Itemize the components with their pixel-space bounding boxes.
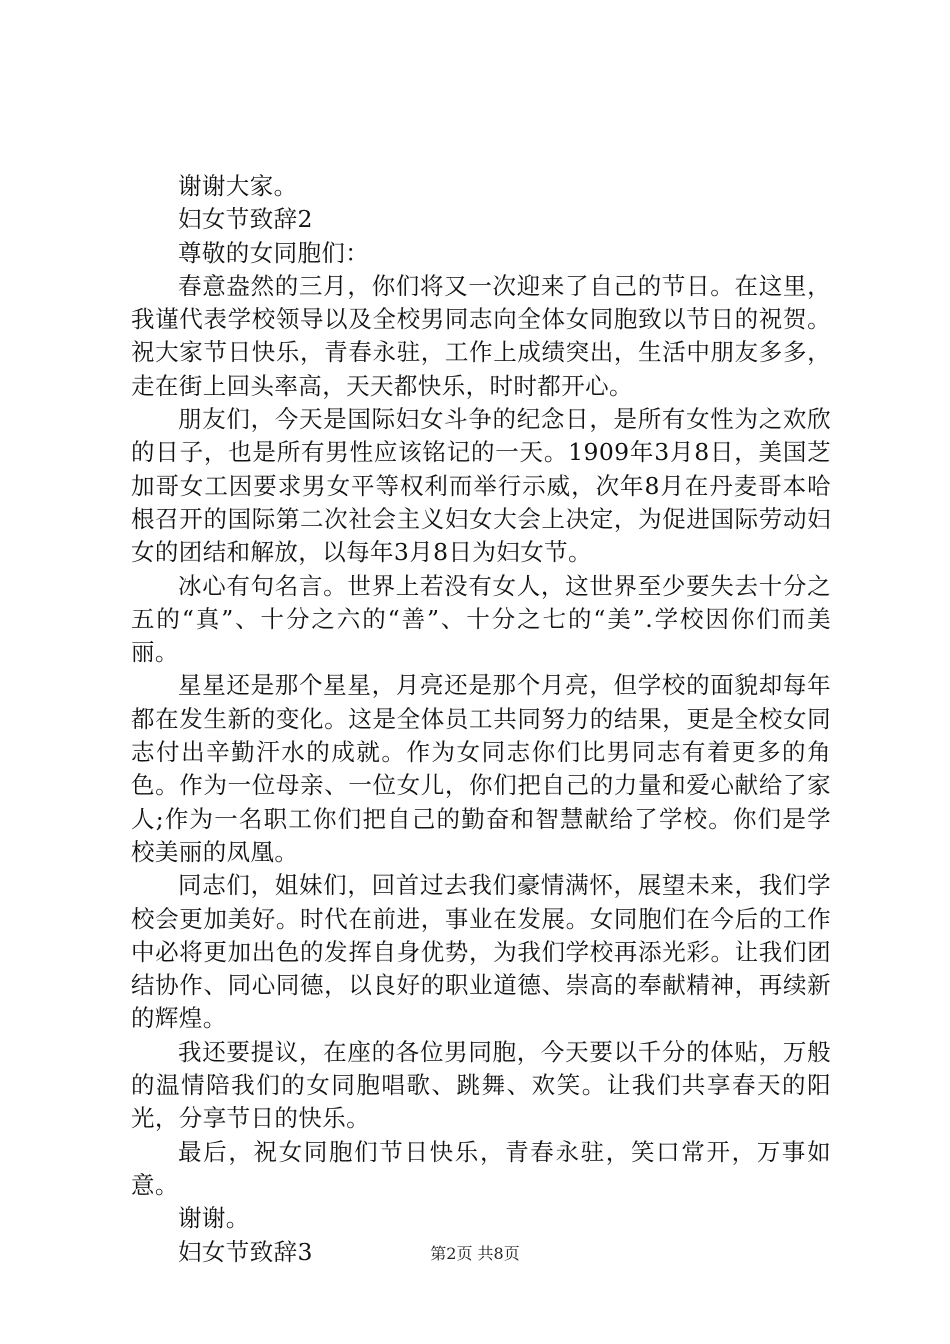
paragraph-history: 朋友们，今天是国际妇女斗争的纪念日，是所有女性为之欢欣的日子，也是所有男性应该铭记的一天。1909年3月8日，美国芝加哥女工因要求男女平等权利而举行示威，次年8月在丹麦哥本哈根召开的国际第二次社会主义妇女大会上决定，为促进国际劳动妇女的团结和解放，以每年3月8日为妇女节。 — [131, 405, 831, 567]
paragraph-future: 同志们，姐妹们，回首过去我们豪情满怀，展望未来，我们学校会更加美好。时代在前进，事业在发展。女同胞们在今后的工作中必将更加出色的发挥自身优势，为我们学校再添光彩。让我们团结协作、同心同德，以良好的职业道德、崇高的奉献精神，再续新的辉煌。 — [131, 871, 831, 1033]
section-heading-3: 妇女节致辞3 — [178, 1237, 313, 1266]
salutation: 尊敬的女同胞们： — [178, 238, 370, 267]
page-number-footer: 第2页 共8页 — [430, 1244, 520, 1263]
paragraph-school-changes: 星星还是那个星星，月亮还是那个月亮，但学校的面貌却每年都在发生新的变化。这是全体员工共同努力的结果，更是全校女同志付出辛勤汗水的成就。作为女同志你们比男同志有着更多的角色。作为一位母亲、一位女儿，你们把自己的力量和爱心献给了家人;作为一名职工你们把自己的勤奋和智慧献给了学校。你们是学校美丽的凤凰。 — [131, 671, 831, 866]
paragraph-quote: 冰心有句名言。世界上若没有女人，这世界至少要失去十分之五的“真”、十分之六的“善”、十分之七的“美”.学校因你们而美丽。 — [131, 571, 831, 667]
document-body — [131, 170, 831, 1269]
paragraph-greeting: 春意盎然的三月，你们将又一次迎来了自己的节日。在这里，我谨代表学校领导以及全校男同志向全体女同胞致以节日的祝贺。祝大家节日快乐，青春永驻，工作上成绩突出，生活中朋友多多，走在街上回头率高，天天都快乐，时时都开心。 — [131, 271, 831, 400]
paragraph-closing-wishes: 最后，祝女同胞们节日快乐，青春永驻，笑口常开，万事如意。 — [131, 1137, 831, 1199]
paragraph-thanks: 谢谢。 — [178, 1204, 250, 1233]
paragraph-proposal: 我还要提议，在座的各位男同胞，今天要以千分的体贴，万般的温情陪我们的女同胞唱歌、跳舞、欢笑。让我们共享春天的阳光，分享节日的快乐。 — [131, 1037, 831, 1133]
paragraph-thanks-all: 谢谢大家。 — [178, 172, 298, 200]
section-heading-2: 妇女节致辞2 — [178, 205, 313, 234]
